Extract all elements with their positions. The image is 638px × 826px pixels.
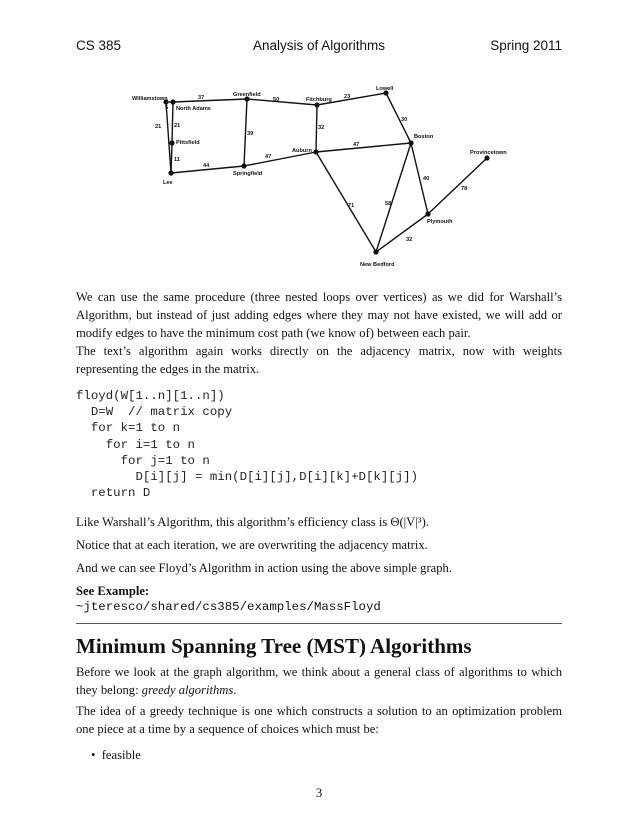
weight-auburn-new-bedford: 71 bbox=[348, 203, 355, 209]
edge-provincetown-plymouth bbox=[428, 158, 487, 214]
edge-north-adams-greenfield bbox=[173, 99, 247, 102]
list-item bbox=[91, 748, 141, 763]
label-williamstown: Williamstown bbox=[132, 96, 168, 102]
node-new-bedford bbox=[373, 249, 378, 254]
weight-lowell-boston: 30 bbox=[401, 117, 408, 123]
edge-springfield-auburn bbox=[244, 152, 316, 166]
weight-boston-plymouth: 40 bbox=[423, 176, 430, 182]
efficiency-math: Θ(|V|³). bbox=[390, 515, 429, 529]
edge-pittsfield-lee bbox=[171, 143, 172, 173]
weight-williamstown-north-adams: 5 bbox=[165, 105, 169, 111]
edge-plymouth-new-bedford bbox=[376, 214, 428, 252]
weight-plymouth-new-bedford: 32 bbox=[406, 237, 413, 243]
code-line: for i=1 to n bbox=[76, 437, 195, 452]
massachusetts-graph-figure bbox=[0, 0, 638, 280]
weight-lee-springfield: 44 bbox=[203, 163, 210, 169]
edge-lowell-boston bbox=[386, 93, 411, 143]
edge-fitchburg-auburn bbox=[316, 105, 317, 152]
code-line: floyd(W[1..n][1..n]) bbox=[76, 389, 225, 403]
weight-auburn-boston: 47 bbox=[353, 142, 360, 148]
paragraph-in-action: And we can see Floyd’s Algorithm in action using the above simple graph. bbox=[76, 561, 452, 575]
paragraph-greedy-intro bbox=[76, 663, 562, 699]
code-line: D[i][j] = min(D[i][j],D[i][k]+D[k][j]) bbox=[76, 470, 419, 485]
efficiency-text: Like Warshall’s Algorithm, this algorithm’s efficiency class is bbox=[76, 515, 388, 529]
weight-greenfield-fitchburg: 50 bbox=[273, 97, 280, 103]
weight-north-adams-greenfield: 37 bbox=[198, 95, 205, 101]
edge-north-adams-pittsfield bbox=[172, 102, 173, 143]
paragraph-overwrite: Notice that at each iteration, we are overwriting the adjacency matrix. bbox=[76, 538, 428, 552]
section-divider bbox=[76, 623, 562, 624]
node-lee bbox=[168, 170, 173, 175]
node-springfield bbox=[241, 163, 246, 168]
label-greenfield: Greenfield bbox=[233, 92, 261, 98]
label-boston: Boston bbox=[414, 134, 434, 140]
floyd-code-block bbox=[76, 388, 418, 501]
code-line: D=W // matrix copy bbox=[76, 405, 233, 420]
node-provincetown bbox=[484, 155, 489, 160]
label-provincetown: Provincetown bbox=[470, 150, 507, 156]
weight-williamstown-lee: 21 bbox=[155, 124, 162, 130]
label-north-adams: North Adams bbox=[176, 106, 211, 112]
code-line: return D bbox=[76, 486, 151, 501]
edge-boston-new-bedford bbox=[376, 143, 411, 252]
greedy-algorithms-emphasis: greedy algorithms bbox=[141, 683, 234, 697]
label-lowell: Lowell bbox=[376, 86, 394, 92]
label-springfield: Springfield bbox=[233, 171, 263, 177]
greedy-intro-end: . bbox=[233, 683, 237, 697]
edge-auburn-boston bbox=[316, 143, 411, 152]
weight-greenfield-springfield: 39 bbox=[247, 131, 254, 137]
bullet-text: feasible bbox=[101, 748, 141, 762]
bullet-dot: • bbox=[91, 748, 96, 762]
weight-boston-new-bedford: 58 bbox=[385, 201, 392, 207]
section-title: Minimum Spanning Tree (MST) Algorithms bbox=[76, 634, 472, 658]
weight-pittsfield-lee: 11 bbox=[174, 157, 180, 163]
edge-williamstown-lee bbox=[166, 102, 171, 173]
see-example-label: See Example: bbox=[76, 584, 150, 598]
greedy-intro-text: Before we look at the graph algorithm, we think about a general class of algorithms to which they belong: bbox=[76, 665, 562, 697]
label-pittsfield: Pittsfield bbox=[176, 140, 200, 146]
weight-provincetown-plymouth: 78 bbox=[461, 186, 468, 192]
paragraph-efficiency bbox=[76, 513, 562, 531]
node-auburn bbox=[313, 149, 318, 154]
example-path: ~jteresco/shared/cs385/examples/MassFloyd bbox=[76, 600, 381, 614]
weight-fitchburg-auburn: 32 bbox=[318, 125, 325, 131]
edge-auburn-new-bedford bbox=[316, 152, 376, 252]
code-line: for k=1 to n bbox=[76, 421, 181, 436]
paragraph-adjacency-matrix: The text’s algorithm again works directly on the adjacency matrix, now with weights representing the edges in the matrix. bbox=[76, 344, 562, 376]
code-line: for j=1 to n bbox=[76, 453, 210, 468]
label-new-bedford: New Bedford bbox=[360, 262, 395, 268]
weight-north-adams-pittsfield: 21 bbox=[174, 123, 181, 129]
label-auburn: Auburn bbox=[292, 148, 312, 154]
node-north-adams bbox=[170, 99, 175, 104]
paragraph-greedy-idea: The idea of a greedy technique is one which constructs a solution to an optimization problem one piece at a time by a sequence of choices which must be: bbox=[76, 704, 562, 736]
label-lee: Lee bbox=[163, 180, 173, 186]
weight-springfield-auburn: 47 bbox=[265, 154, 272, 160]
node-pittsfield bbox=[169, 140, 174, 145]
page-number: 3 bbox=[315, 786, 323, 800]
node-boston bbox=[408, 140, 413, 145]
header-course: CS 385 bbox=[76, 38, 122, 53]
weight-fitchburg-lowell: 23 bbox=[344, 94, 351, 100]
header-term: Spring 2011 bbox=[490, 38, 562, 53]
header-title: Analysis of Algorithms bbox=[252, 38, 386, 53]
node-plymouth bbox=[425, 211, 430, 216]
label-plymouth: Plymouth bbox=[427, 219, 453, 225]
node-fitchburg bbox=[314, 102, 319, 107]
paragraph-procedure: We can use the same procedure (three nested loops over vertices) as we did for Warshall’s Algorithm, but instead of just adding edges where they may not have existed, we will add or modify edges to have the minimum cost path (we know of) between each pair. bbox=[76, 290, 562, 340]
label-fitchburg: Fitchburg bbox=[306, 97, 332, 103]
